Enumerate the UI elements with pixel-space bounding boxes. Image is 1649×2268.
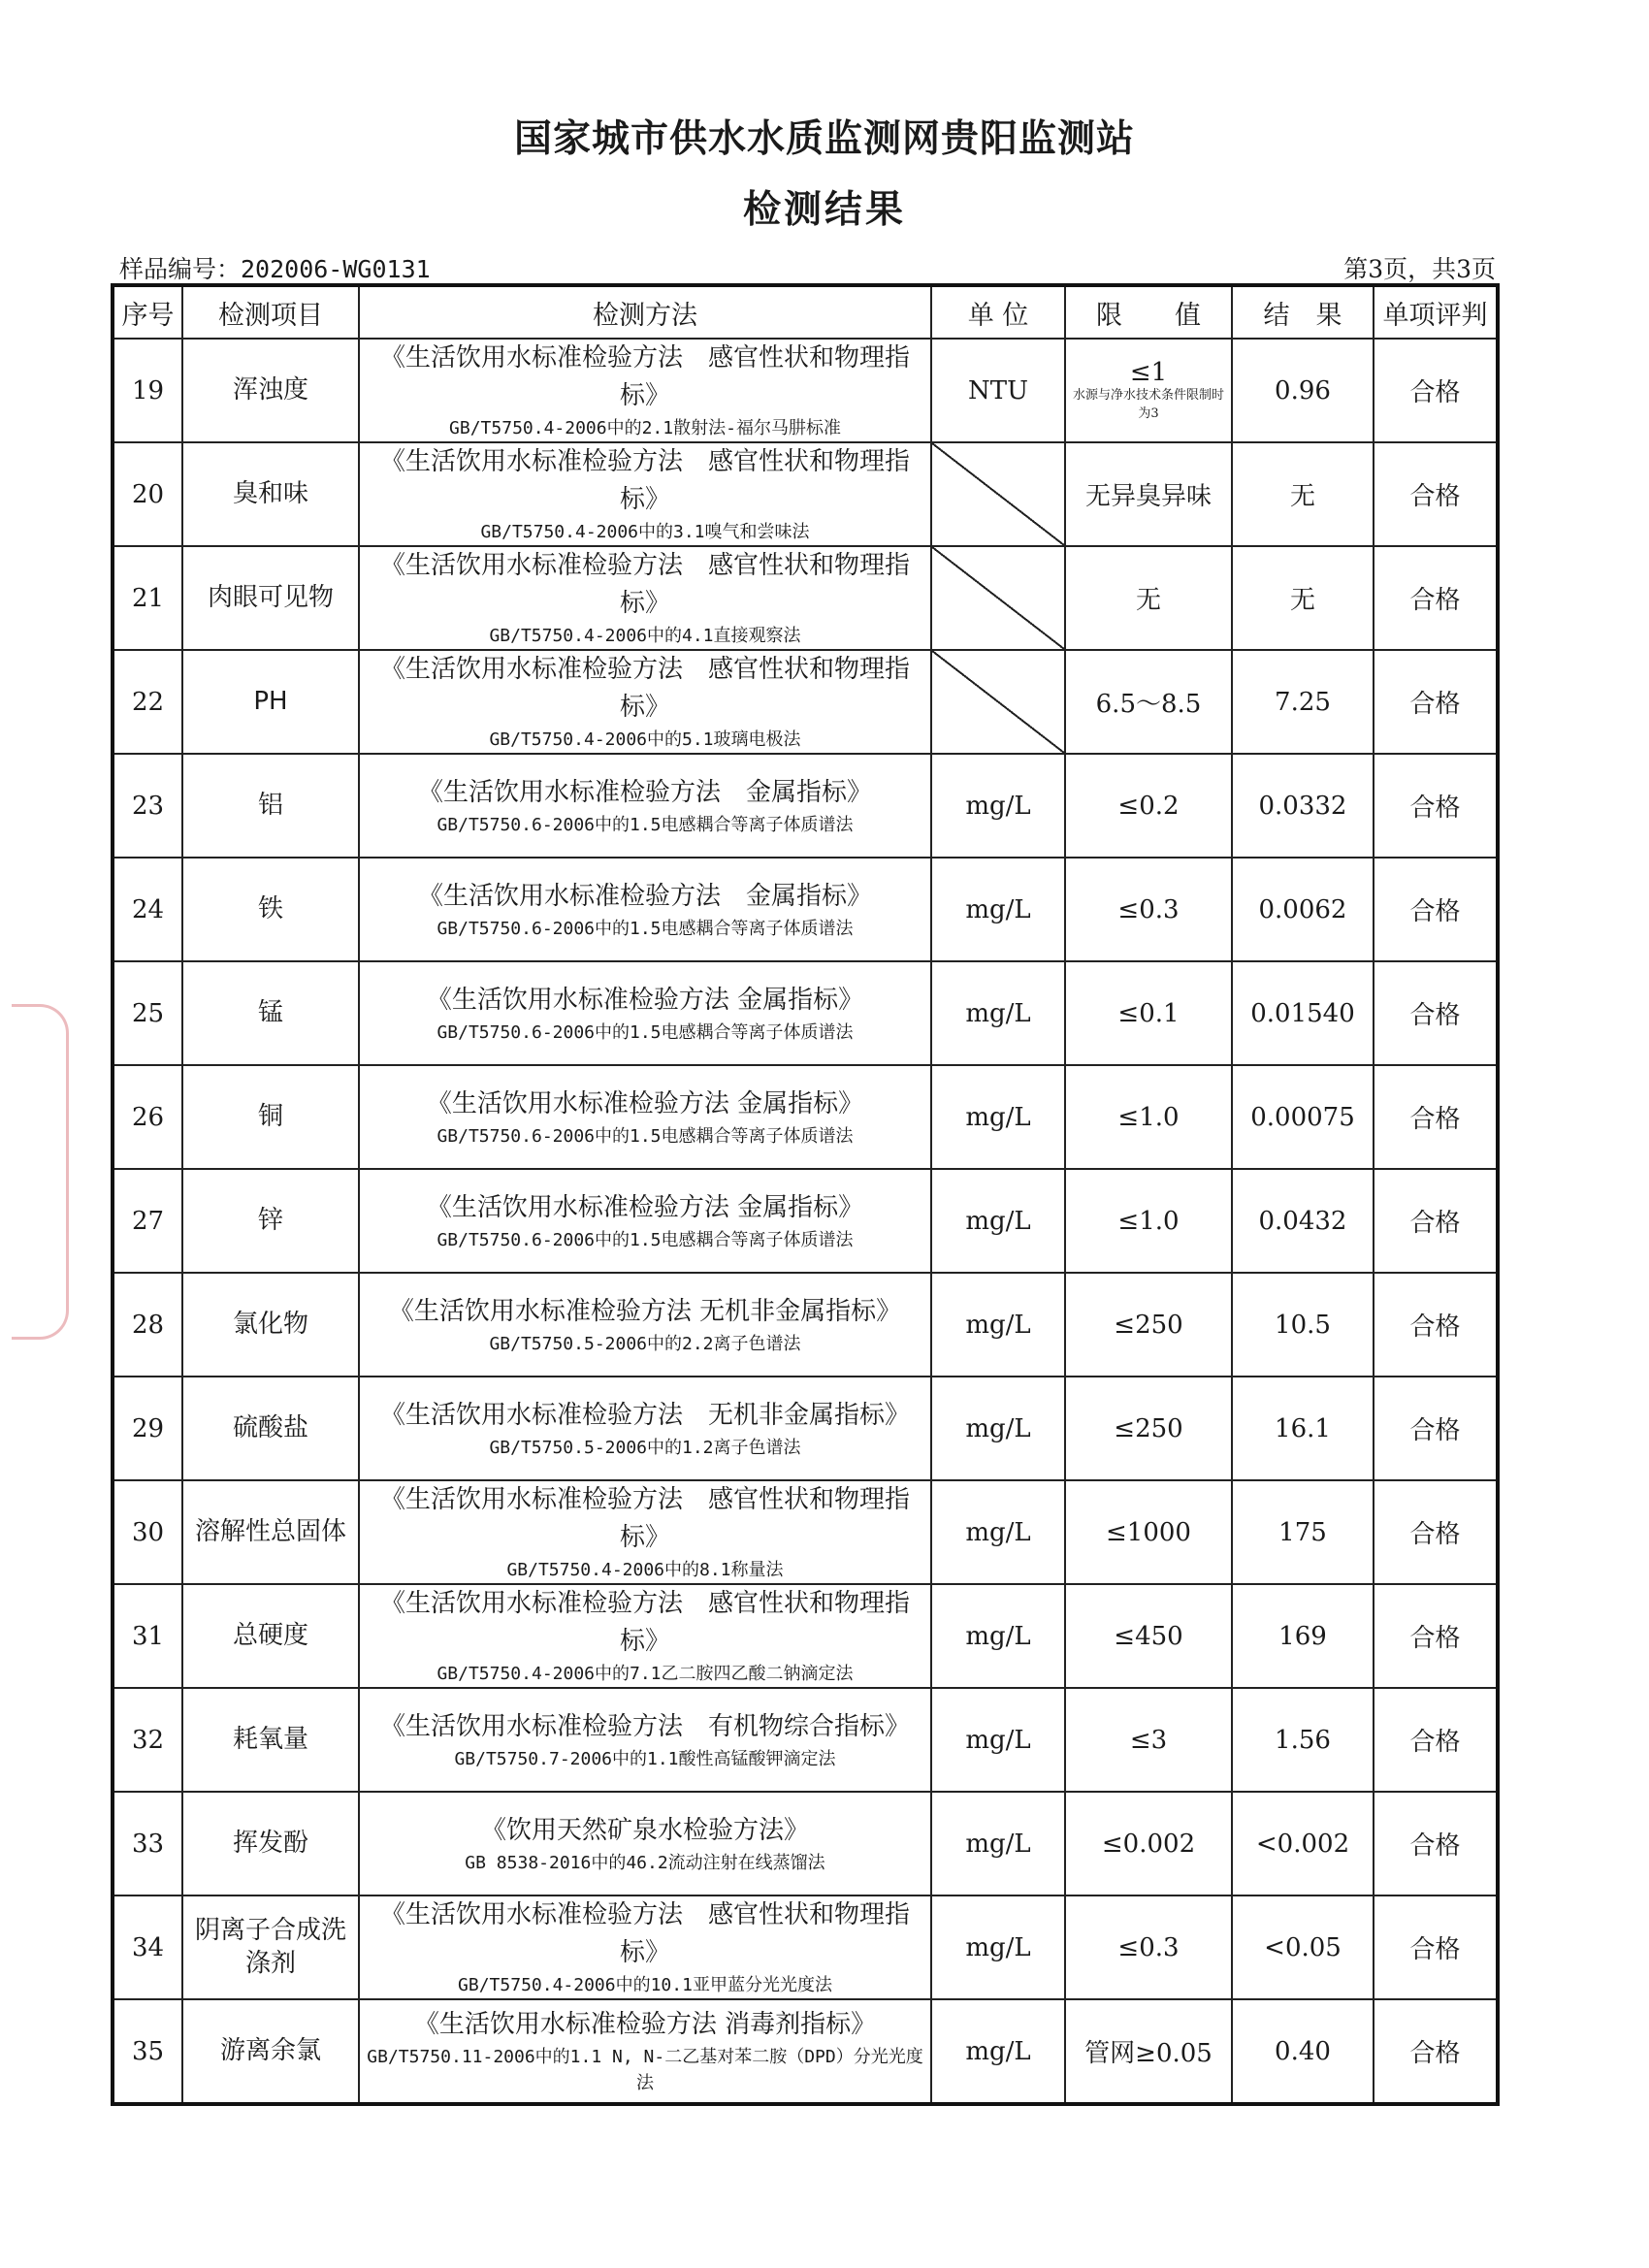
method-clause: GB/T5750.6-2006中的1.5电感耦合等离子体质谱法: [436, 1021, 854, 1043]
test-method: [359, 1065, 931, 1169]
unit-cell: mg/L: [931, 1065, 1065, 1169]
result-value: 0.01540: [1232, 961, 1374, 1065]
unit-cell: mg/L: [931, 858, 1065, 961]
limit-cell: [1065, 1792, 1232, 1895]
row-number: 19: [113, 339, 182, 442]
limit-value: ≤250: [1114, 1413, 1183, 1443]
row-number: 20: [113, 442, 182, 546]
test-method: [359, 1688, 931, 1792]
limit-cell: [1065, 339, 1232, 442]
result-value: 0.0432: [1232, 1169, 1374, 1273]
method-standard-name: 《生活饮用水标准检验方法 感官性状和物理指标》: [379, 551, 910, 618]
unit-cell: [931, 546, 1065, 650]
row-number: 35: [113, 1999, 182, 2104]
evaluation-value: 合格: [1374, 1792, 1498, 1895]
result-value: 无: [1232, 442, 1374, 546]
method-standard-name: 《生活饮用水标准检验方法 金属指标》: [426, 1088, 864, 1118]
limit-value: ≤0.2: [1117, 791, 1180, 821]
method-standard-name: 《生活饮用水标准检验方法 金属指标》: [417, 881, 872, 911]
unit-cell: mg/L: [931, 1584, 1065, 1688]
limit-cell: [1065, 1895, 1232, 1999]
method-clause: GB/T5750.5-2006中的2.2离子色谱法: [489, 1333, 801, 1354]
evaluation-value: 合格: [1374, 1065, 1498, 1169]
result-value: 0.96: [1232, 339, 1374, 442]
results-table: [111, 283, 1500, 2106]
row-number: 22: [113, 650, 182, 754]
method-standard-name: 《生活饮用水标准检验方法 消毒剂指标》: [413, 2010, 877, 2039]
table-row: [113, 1584, 1498, 1688]
report-title: 国家城市供水水质监测网贵阳监测站: [513, 117, 1135, 161]
test-method: [359, 754, 931, 858]
row-number: 24: [113, 858, 182, 961]
evaluation-value: 合格: [1374, 1169, 1498, 1273]
method-clause: GB/T5750.4-2006中的10.1亚甲蓝分光光度法: [458, 1975, 832, 1995]
table-header-row: [113, 285, 1498, 339]
table-row: [113, 1377, 1498, 1480]
limit-value: ≤250: [1114, 1310, 1183, 1340]
result-value: 0.00075: [1232, 1065, 1374, 1169]
header-item: 检测项目: [182, 285, 359, 339]
row-number: 32: [113, 1688, 182, 1792]
table-row: [113, 442, 1498, 546]
unit-cell: mg/L: [931, 1688, 1065, 1792]
unit-cell: mg/L: [931, 1792, 1065, 1895]
table-row: [113, 1688, 1498, 1792]
unit-cell: mg/L: [931, 961, 1065, 1065]
result-value: 16.1: [1232, 1377, 1374, 1480]
evaluation-value: 合格: [1374, 1273, 1498, 1377]
test-item: 溶解性总固体: [182, 1480, 359, 1584]
table-row: [113, 1792, 1498, 1895]
limit-cell: [1065, 1273, 1232, 1377]
limit-value: 6.5～8.5: [1095, 690, 1202, 719]
limit-cell: [1065, 1065, 1232, 1169]
method-standard-name: 《生活饮用水标准检验方法 金属指标》: [426, 1192, 864, 1222]
test-item: 臭和味: [182, 442, 359, 546]
header-evaluation: 单项评判: [1374, 285, 1498, 339]
unit-cell: mg/L: [931, 754, 1065, 858]
table-row: [113, 546, 1498, 650]
limit-value: ≤0.3: [1117, 1932, 1180, 1962]
test-item: PH: [182, 650, 359, 754]
test-item: 浑浊度: [182, 339, 359, 442]
method-clause: GB/T5750.4-2006中的7.1乙二胺四乙酸二钠滴定法: [436, 1664, 854, 1684]
result-value: 175: [1232, 1480, 1374, 1584]
header-no: 序号: [113, 285, 182, 339]
method-standard-name: 《饮用天然矿泉水检验方法》: [480, 1815, 809, 1845]
limit-value: ≤1000: [1106, 1517, 1191, 1547]
limit-value: ≤1.0: [1117, 1102, 1180, 1132]
result-value: 0.0062: [1232, 858, 1374, 961]
limit-cell: [1065, 961, 1232, 1065]
test-method: [359, 1169, 931, 1273]
test-method: [359, 546, 931, 650]
method-clause: GB/T5750.4-2006中的8.1称量法: [506, 1560, 784, 1580]
test-method: [359, 1480, 931, 1584]
table-row: [113, 650, 1498, 754]
limit-value: ≤0.1: [1117, 998, 1180, 1028]
unit-cell: mg/L: [931, 1895, 1065, 1999]
limit-cell: [1065, 1169, 1232, 1273]
test-item: 铜: [182, 1065, 359, 1169]
result-value: 0.0332: [1232, 754, 1374, 858]
limit-value: 管网≥0.05: [1084, 2039, 1212, 2068]
test-method: [359, 1895, 931, 1999]
limit-cell: [1065, 754, 1232, 858]
method-clause: GB/T5750.6-2006中的1.5电感耦合等离子体质谱法: [436, 814, 854, 835]
row-number: 21: [113, 546, 182, 650]
unit-cell: mg/L: [931, 1169, 1065, 1273]
test-method: [359, 1584, 931, 1688]
test-item: 氯化物: [182, 1273, 359, 1377]
method-clause: GB/T5750.6-2006中的1.5电感耦合等离子体质谱法: [436, 1125, 854, 1147]
limit-cell: [1065, 1377, 1232, 1480]
test-method: [359, 442, 931, 546]
result-value: <0.002: [1232, 1792, 1374, 1895]
method-clause: GB 8538-2016中的46.2流动注射在线蒸馏法: [465, 1852, 825, 1873]
method-standard-name: 《生活饮用水标准检验方法 感官性状和物理指标》: [379, 1485, 910, 1552]
evaluation-value: 合格: [1374, 858, 1498, 961]
method-clause: GB/T5750.6-2006中的1.5电感耦合等离子体质谱法: [436, 1229, 854, 1250]
result-value: 10.5: [1232, 1273, 1374, 1377]
test-method: [359, 858, 931, 961]
method-clause: GB/T5750.4-2006中的5.1玻璃电极法: [489, 729, 801, 750]
method-clause: GB/T5750.5-2006中的1.2离子色谱法: [489, 1437, 801, 1458]
unit-cell: [931, 650, 1065, 754]
limit-value: ≤3: [1129, 1725, 1168, 1755]
result-value: 169: [1232, 1584, 1374, 1688]
limit-value: 无: [1135, 586, 1161, 615]
unit-cell: NTU: [931, 339, 1065, 442]
limit-cell: [1065, 442, 1232, 546]
test-method: [359, 1999, 931, 2104]
report-subtitle: 检测结果: [742, 188, 906, 232]
table-row: [113, 961, 1498, 1065]
evaluation-value: 合格: [1374, 1377, 1498, 1480]
table-row: [113, 1999, 1498, 2104]
row-number: 33: [113, 1792, 182, 1895]
header-unit: 单 位: [931, 285, 1065, 339]
table-row: [113, 1480, 1498, 1584]
test-item: 肉眼可见物: [182, 546, 359, 650]
test-method: [359, 1792, 931, 1895]
limit-cell: [1065, 650, 1232, 754]
row-number: 25: [113, 961, 182, 1065]
evaluation-value: 合格: [1374, 1480, 1498, 1584]
method-standard-name: 《生活饮用水标准检验方法 无机非金属指标》: [379, 1400, 910, 1430]
test-item: 硫酸盐: [182, 1377, 359, 1480]
header-limit: 限 值: [1065, 285, 1232, 339]
test-item: 锌: [182, 1169, 359, 1273]
limit-value: ≤0.3: [1117, 894, 1180, 924]
test-method: [359, 961, 931, 1065]
row-number: 31: [113, 1584, 182, 1688]
limit-value: ≤1.0: [1117, 1206, 1180, 1236]
test-item: 锰: [182, 961, 359, 1065]
limit-cell: [1065, 1688, 1232, 1792]
row-number: 34: [113, 1895, 182, 1999]
page-info: 第3页，共3页: [1343, 255, 1496, 283]
limit-cell: [1065, 1999, 1232, 2104]
row-number: 28: [113, 1273, 182, 1377]
evaluation-value: 合格: [1374, 1584, 1498, 1688]
method-standard-name: 《生活饮用水标准检验方法 感官性状和物理指标》: [379, 343, 910, 410]
result-value: 0.40: [1232, 1999, 1374, 2104]
header-method: 检测方法: [359, 285, 931, 339]
evaluation-value: 合格: [1374, 1895, 1498, 1999]
red-seal-stamp: [12, 1004, 69, 1340]
evaluation-value: 合格: [1374, 1688, 1498, 1792]
limit-cell: [1065, 858, 1232, 961]
limit-note: 水源与净水技术条件限制时为3: [1072, 388, 1224, 421]
result-value: 无: [1232, 546, 1374, 650]
method-standard-name: 《生活饮用水标准检验方法 感官性状和物理指标》: [379, 655, 910, 722]
test-item: 铝: [182, 754, 359, 858]
result-value: <0.05: [1232, 1895, 1374, 1999]
unit-cell: mg/L: [931, 1273, 1065, 1377]
evaluation-value: 合格: [1374, 754, 1498, 858]
unit-cell: mg/L: [931, 1480, 1065, 1584]
method-standard-name: 《生活饮用水标准检验方法 感官性状和物理指标》: [379, 1900, 910, 1967]
limit-value: ≤1: [1129, 358, 1168, 388]
evaluation-value: 合格: [1374, 546, 1498, 650]
test-item: 阴离子合成洗涤剂: [182, 1895, 359, 1999]
method-standard-name: 《生活饮用水标准检验方法 金属指标》: [426, 985, 864, 1015]
test-method: [359, 1377, 931, 1480]
header-result: 结 果: [1232, 285, 1374, 339]
method-clause: GB/T5750.7-2006中的1.1酸性高锰酸钾滴定法: [454, 1748, 836, 1769]
method-standard-name: 《生活饮用水标准检验方法 有机物综合指标》: [379, 1711, 910, 1741]
unit-cell: mg/L: [931, 1999, 1065, 2104]
table-row: [113, 1273, 1498, 1377]
row-number: 23: [113, 754, 182, 858]
table-row: [113, 339, 1498, 442]
method-standard-name: 《生活饮用水标准检验方法 感官性状和物理指标》: [379, 447, 910, 514]
evaluation-value: 合格: [1374, 1999, 1498, 2104]
method-standard-name: 《生活饮用水标准检验方法 无机非金属指标》: [388, 1296, 902, 1326]
method-clause: GB/T5750.4-2006中的3.1嗅气和尝味法: [480, 522, 810, 542]
test-item: 挥发酚: [182, 1792, 359, 1895]
result-value: 7.25: [1232, 650, 1374, 754]
limit-cell: [1065, 1480, 1232, 1584]
method-clause: GB/T5750.4-2006中的2.1散射法-福尔马肼标准: [449, 418, 841, 438]
row-number: 29: [113, 1377, 182, 1480]
test-item: 总硬度: [182, 1584, 359, 1688]
test-method: [359, 339, 931, 442]
limit-value: ≤450: [1114, 1621, 1183, 1651]
test-item: 铁: [182, 858, 359, 961]
row-number: 26: [113, 1065, 182, 1169]
evaluation-value: 合格: [1374, 961, 1498, 1065]
limit-cell: [1065, 546, 1232, 650]
test-method: [359, 1273, 931, 1377]
table-row: [113, 858, 1498, 961]
table-row: [113, 754, 1498, 858]
unit-cell: [931, 442, 1065, 546]
evaluation-value: 合格: [1374, 650, 1498, 754]
method-clause: GB/T5750.4-2006中的4.1直接观察法: [489, 626, 801, 646]
limit-value: ≤0.002: [1101, 1829, 1196, 1859]
row-number: 30: [113, 1480, 182, 1584]
test-method: [359, 650, 931, 754]
method-clause: GB/T5750.6-2006中的1.5电感耦合等离子体质谱法: [436, 918, 854, 939]
table-row: [113, 1169, 1498, 1273]
method-standard-name: 《生活饮用水标准检验方法 金属指标》: [417, 777, 872, 807]
sample-number: 样品编号：202006-WG0131: [119, 255, 431, 283]
evaluation-value: 合格: [1374, 339, 1498, 442]
limit-cell: [1065, 1584, 1232, 1688]
test-item: 游离余氯: [182, 1999, 359, 2104]
method-clause: GB/T5750.11-2006中的1.1 N, N-二乙基对苯二胺（DPD）分光光度法: [367, 2047, 923, 2093]
row-number: 27: [113, 1169, 182, 1273]
evaluation-value: 合格: [1374, 442, 1498, 546]
test-item: 耗氧量: [182, 1688, 359, 1792]
unit-cell: mg/L: [931, 1377, 1065, 1480]
table-row: [113, 1895, 1498, 1999]
method-standard-name: 《生活饮用水标准检验方法 感官性状和物理指标》: [379, 1589, 910, 1656]
limit-value: 无异臭异味: [1084, 482, 1212, 511]
result-value: 1.56: [1232, 1688, 1374, 1792]
table-row: [113, 1065, 1498, 1169]
